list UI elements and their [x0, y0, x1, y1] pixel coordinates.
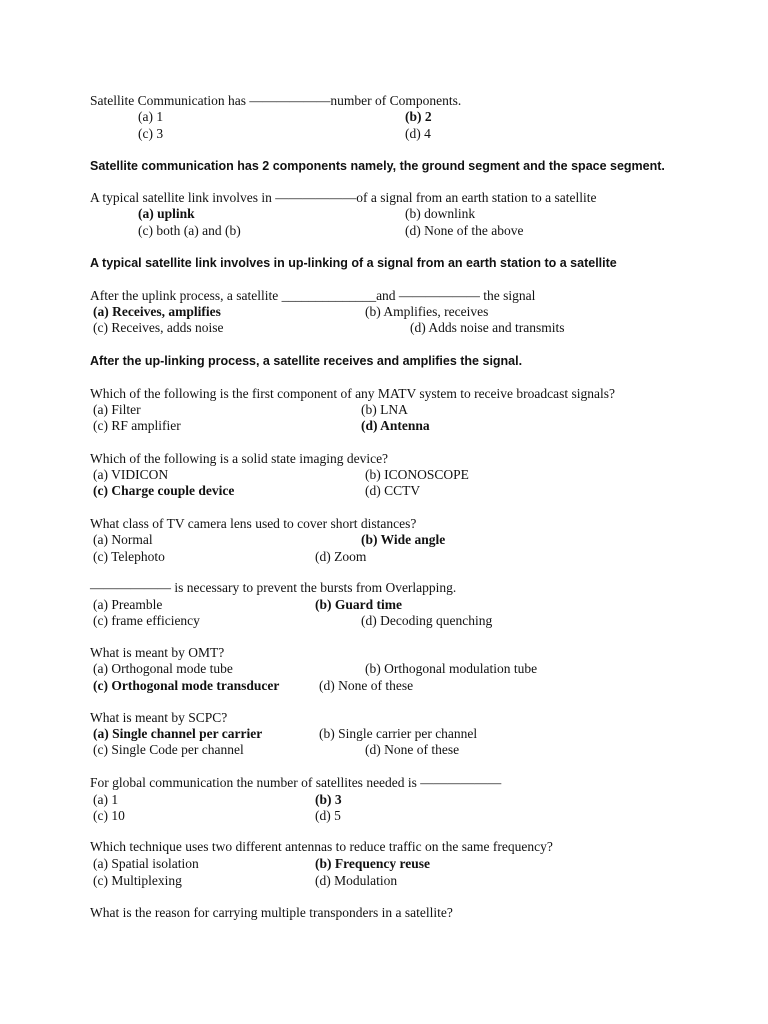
question-6-option-b: (b) Wide angle: [361, 532, 446, 547]
question-4-option-d: (d) Antenna: [361, 418, 430, 433]
question-12-stem: What is the reason for carrying multiple transponders in a satellite?: [90, 905, 453, 920]
question-9-option-c: (c) Single Code per channel: [93, 742, 244, 757]
question-5-stem: Which of the following is a solid state imaging device?: [90, 451, 389, 466]
question-2-option-d: (d) None of the above: [405, 223, 524, 238]
question-8-stem: What is meant by OMT?: [90, 645, 225, 660]
question-3-option-d: (d) Adds noise and transmits: [410, 320, 565, 335]
question-8-option-b: (b) Orthogonal modulation tube: [365, 661, 538, 676]
question-2-option-a: (a) uplink: [138, 206, 195, 221]
question-6-stem: What class of TV camera lens used to cover short distances?: [90, 516, 417, 531]
question-1-option-a: (a) 1: [138, 109, 164, 124]
question-8-option-a: (a) Orthogonal mode tube: [93, 661, 233, 676]
question-11-option-c: (c) Multiplexing: [93, 873, 182, 888]
question-1-stem: Satellite Communication has ——————number of Components.: [90, 93, 462, 108]
question-3-explanation: After the up-linking process, a satellite receives and amplifies the signal.: [90, 354, 523, 368]
question-11-stem: Which technique uses two different antennas to reduce traffic on the same frequency?: [90, 839, 553, 854]
question-10-option-a: (a) 1: [93, 792, 119, 807]
question-11-option-a: (a) Spatial isolation: [93, 856, 199, 871]
question-6-option-c: (c) Telephoto: [93, 549, 165, 564]
question-10-option-b: (b) 3: [315, 792, 342, 807]
question-1-option-b: (b) 2: [405, 109, 432, 124]
question-2-stem: A typical satellite link involves in ——————of a signal from an earth station to a satellite: [90, 190, 597, 205]
question-8-option-c: (c) Orthogonal mode transducer: [93, 678, 280, 693]
question-9-option-a: (a) Single channel per carrier: [93, 726, 263, 741]
question-10-option-d: (d) 5: [315, 808, 341, 823]
question-1-explanation: Satellite communication has 2 components namely, the ground segment and the space segment.: [90, 159, 665, 173]
question-10-option-c: (c) 10: [93, 808, 125, 823]
question-2-explanation: A typical satellite link involves in up-linking of a signal from an earth station to a satellite: [90, 256, 617, 270]
question-1-option-d: (d) 4: [405, 126, 431, 141]
question-9-option-d: (d) None of these: [365, 742, 460, 757]
question-6-option-d: (d) Zoom: [315, 549, 367, 564]
question-4-option-c: (c) RF amplifier: [93, 418, 181, 433]
question-7-option-a: (a) Preamble: [93, 597, 163, 612]
question-4-stem: Which of the following is the first component of any MATV system to receive broadcast signals?: [90, 386, 616, 401]
question-3-option-c: (c) Receives, adds noise: [93, 320, 224, 335]
question-3-option-a: (a) Receives, amplifies: [93, 304, 221, 319]
question-5-option-c: (c) Charge couple device: [93, 483, 235, 498]
question-7-stem: —————— is necessary to prevent the bursts from Overlapping.: [90, 580, 457, 595]
question-7-option-c: (c) frame efficiency: [93, 613, 200, 628]
question-10-stem: For global communication the number of satellites needed is ——————: [90, 775, 502, 790]
question-2-option-c: (c) both (a) and (b): [138, 223, 241, 238]
question-11-option-d: (d) Modulation: [315, 873, 398, 888]
question-7-option-d: (d) Decoding quenching: [361, 613, 493, 628]
question-4-option-b: (b) LNA: [361, 402, 408, 417]
question-7-option-b: (b) Guard time: [315, 597, 402, 612]
question-11-option-b: (b) Frequency reuse: [315, 856, 430, 871]
question-1-option-c: (c) 3: [138, 126, 164, 141]
question-5-option-d: (d) CCTV: [365, 483, 421, 498]
question-9-stem: What is meant by SCPC?: [90, 710, 228, 725]
question-5-option-a: (a) VIDICON: [93, 467, 169, 482]
question-4-option-a: (a) Filter: [93, 402, 141, 417]
question-3-option-b: (b) Amplifies, receives: [365, 304, 489, 319]
question-8-option-d: (d) None of these: [319, 678, 414, 693]
question-9-option-b: (b) Single carrier per channel: [319, 726, 478, 741]
question-5-option-b: (b) ICONOSCOPE: [365, 467, 469, 482]
question-2-option-b: (b) downlink: [405, 206, 476, 221]
question-3-stem: After the uplink process, a satellite ______________and —————— the signal: [90, 288, 536, 303]
question-6-option-a: (a) Normal: [93, 532, 153, 547]
